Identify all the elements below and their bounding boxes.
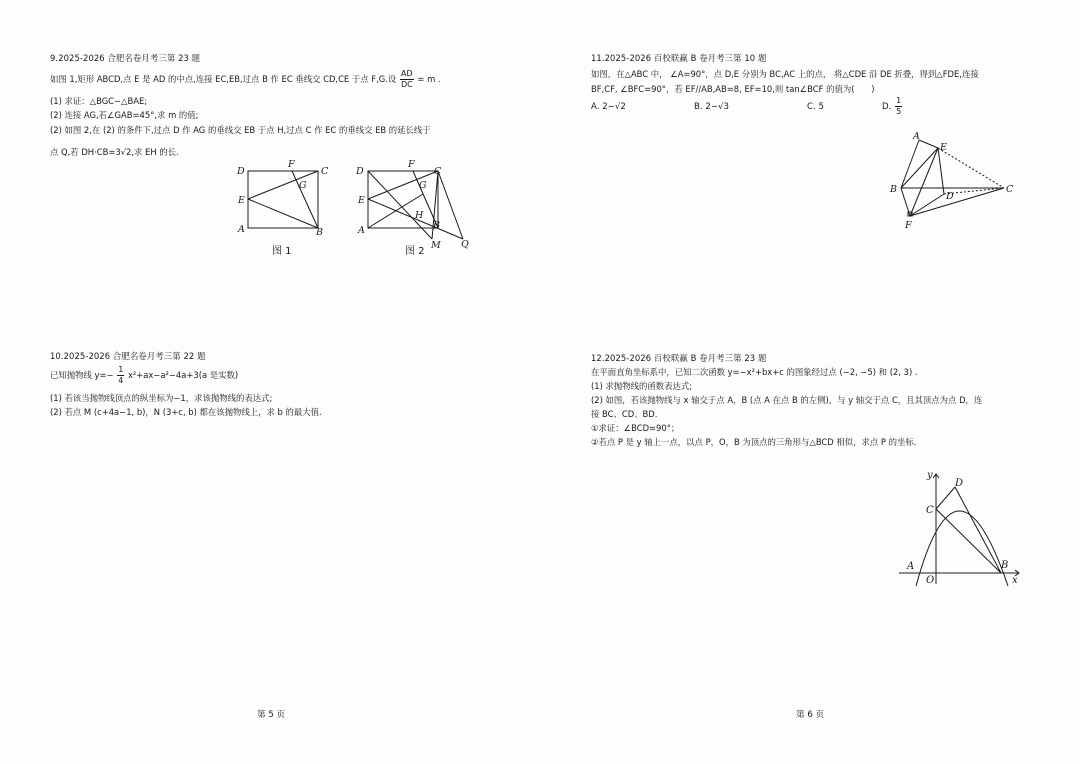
q12-line5: ①求证：∠BCD=90°； [591, 423, 680, 433]
q10-title: 10.2025-2026 合肥名卷月考三第 22 题 [50, 351, 206, 361]
q9-figure-2 [350, 158, 480, 254]
segment-eb [248, 199, 318, 228]
q9-title: 9.2025-2026 合肥名卷月考三第 23 题 [50, 53, 201, 63]
label-e: E [940, 142, 947, 153]
q9-part2: (2) 连接 AG,若∠GAB=45°,求 m 的值; [50, 110, 199, 120]
q10-statement [50, 366, 238, 385]
q10-part2: (2) 若点 M (c+4a−1, b)，N (3+c, b) 都在该抛物线上，求 b 的最大值. [50, 407, 322, 417]
q11-option-a: A. 2−√2 [591, 102, 626, 112]
q9-ratio-fraction [400, 70, 414, 89]
segment-ed [938, 148, 944, 194]
segment-fe [910, 148, 938, 216]
label-a: A [358, 225, 365, 236]
q9-fig2-caption: 图 2 [405, 246, 425, 257]
q11-title: 11.2025-2026 百校联赢 B 卷月考三第 10 题 [591, 53, 767, 63]
q9-intro [50, 70, 441, 89]
q11-option-b: B. 2−√3 [694, 102, 729, 112]
label-c: C [926, 505, 934, 516]
label-c: C [434, 166, 442, 177]
segment-fd [910, 194, 944, 216]
q12-line1: 在平面直角坐标系中，已知二次函数 y=−x²+bx+c 的图象经过点 (−2, −5) 和 (2, 3) . [591, 367, 918, 377]
q9-intro-tail: = m . [417, 74, 441, 84]
label-d: D [356, 166, 364, 177]
label-g: G [419, 180, 427, 191]
q10-statement-a: 已知抛物线 y=− [50, 370, 114, 380]
q9-figure-1-svg [228, 158, 338, 240]
label-f: F [905, 220, 912, 231]
q11-optd-den: 5 [896, 107, 902, 116]
label-d: D [955, 478, 964, 489]
rectangle-abcd [368, 171, 438, 228]
segment-ae [919, 140, 938, 148]
label-h: H [415, 210, 424, 221]
segment-ec-dashed [938, 148, 1004, 188]
label-d: D [946, 191, 954, 202]
q10-frac-den: 4 [118, 376, 124, 385]
q10-statement-b: x²+ax−a²−4a+3(a 是实数) [127, 370, 239, 380]
segment-ab [901, 140, 919, 188]
label-q: Q [461, 239, 469, 250]
label-a: A [238, 224, 245, 235]
q12-line2: (1) 求抛物线的函数表达式; [591, 381, 693, 391]
label-b: B [433, 220, 440, 231]
segment-cd [936, 487, 955, 509]
q11-line1: 如图，在△ABC 中， ∠A=90°，点 D,E 分别为 BC,AC 上的点， 将△CDE 沿 DE 折叠，得到△FDE,连接 [591, 69, 979, 79]
label-b: B [1001, 560, 1009, 571]
label-y: y [927, 470, 933, 481]
q11-option-d-fraction [895, 97, 902, 116]
q12-figure-svg [897, 466, 1023, 586]
q9-figure-2-svg [350, 158, 480, 250]
q9-frac-num: AD [401, 69, 413, 78]
label-a: A [907, 561, 915, 572]
q10-coef-fraction [117, 366, 124, 385]
segment-cq [438, 171, 463, 239]
q12-title: 12.2025-2026 百校联赢 B 卷月考三第 23 题 [591, 353, 767, 363]
q12-line6: ②若点 P 是 y 轴上一点，以点 P，O，B 为顶点的三角形与△BCD 相似，求点 P 的坐标. [591, 437, 917, 447]
q9-part1: (1) 求证：△BGC∽△BAE; [50, 96, 148, 106]
label-d: D [237, 166, 245, 177]
segment-ec [368, 171, 438, 199]
q9-part4: 点 Q,若 DH·CB=3√2,求 EH 的长. [50, 147, 179, 157]
segment-cb [936, 509, 1001, 573]
label-b: B [316, 227, 323, 238]
q10-frac-num: 1 [118, 365, 124, 374]
q11-line2: BF,CF, ∠BFC=90°，若 EF//AB,AB=8, EF=10,则 tan∠BCF 的值为( ) [591, 84, 875, 94]
label-b: B [890, 184, 897, 195]
label-g: G [299, 180, 307, 191]
label-f: F [408, 159, 415, 170]
label-x: x [1012, 575, 1018, 586]
q12-figure [897, 466, 1023, 590]
q12-line3: (2) 如图，若该抛物线与 x 轴交于点 A，B (点 A 在点 B 的左侧)，与 y 轴交于点 C，且其顶点为点 D，连 [591, 395, 983, 405]
label-c: C [1006, 184, 1014, 195]
label-o: O [926, 575, 935, 586]
q9-fig1-caption: 图 1 [272, 246, 292, 257]
q9-part3: (2) 如图 2,在 (2) 的条件下,过点 D 作 AG 的垂线交 EB 于点 H,过点 C 作 EC 的垂线交 EB 的延长线于 [50, 125, 431, 135]
q11-option-d [882, 97, 903, 116]
segment-eb [901, 148, 938, 188]
q10-part1: (1) 若该当抛物线顶点的纵坐标为−1，求该抛物线的表达式; [50, 393, 273, 403]
q11-figure [886, 130, 1016, 238]
segment-db [955, 487, 1001, 573]
q11-option-d-prefix: D. [882, 102, 892, 112]
page-number-6: 第 6 页 [796, 710, 825, 720]
label-c: C [321, 166, 329, 177]
right-page [540, 0, 1080, 764]
segment-ec [248, 171, 318, 199]
page-number-5: 第 5 页 [257, 710, 286, 720]
q9-intro-text: 如图 1,矩形 ABCD,点 E 是 AD 的中点,连接 EC,EB,过点 B 作 EC 垂线交 CD,CE 于点 F,G.设 [50, 74, 397, 84]
label-f: F [288, 159, 295, 170]
q11-figure-svg [886, 130, 1016, 234]
label-e: E [358, 195, 365, 206]
q9-frac-den: DC [400, 80, 413, 89]
rectangle-abcd [248, 171, 318, 228]
q11-optd-num: 1 [896, 96, 902, 105]
label-e: E [238, 195, 245, 206]
q12-line4: 接 BC、CD、BD. [591, 409, 658, 419]
q9-figure-1 [228, 158, 338, 244]
q11-option-c: C. 5 [807, 102, 824, 112]
label-a: A [913, 131, 920, 142]
label-m: M [431, 240, 441, 250]
